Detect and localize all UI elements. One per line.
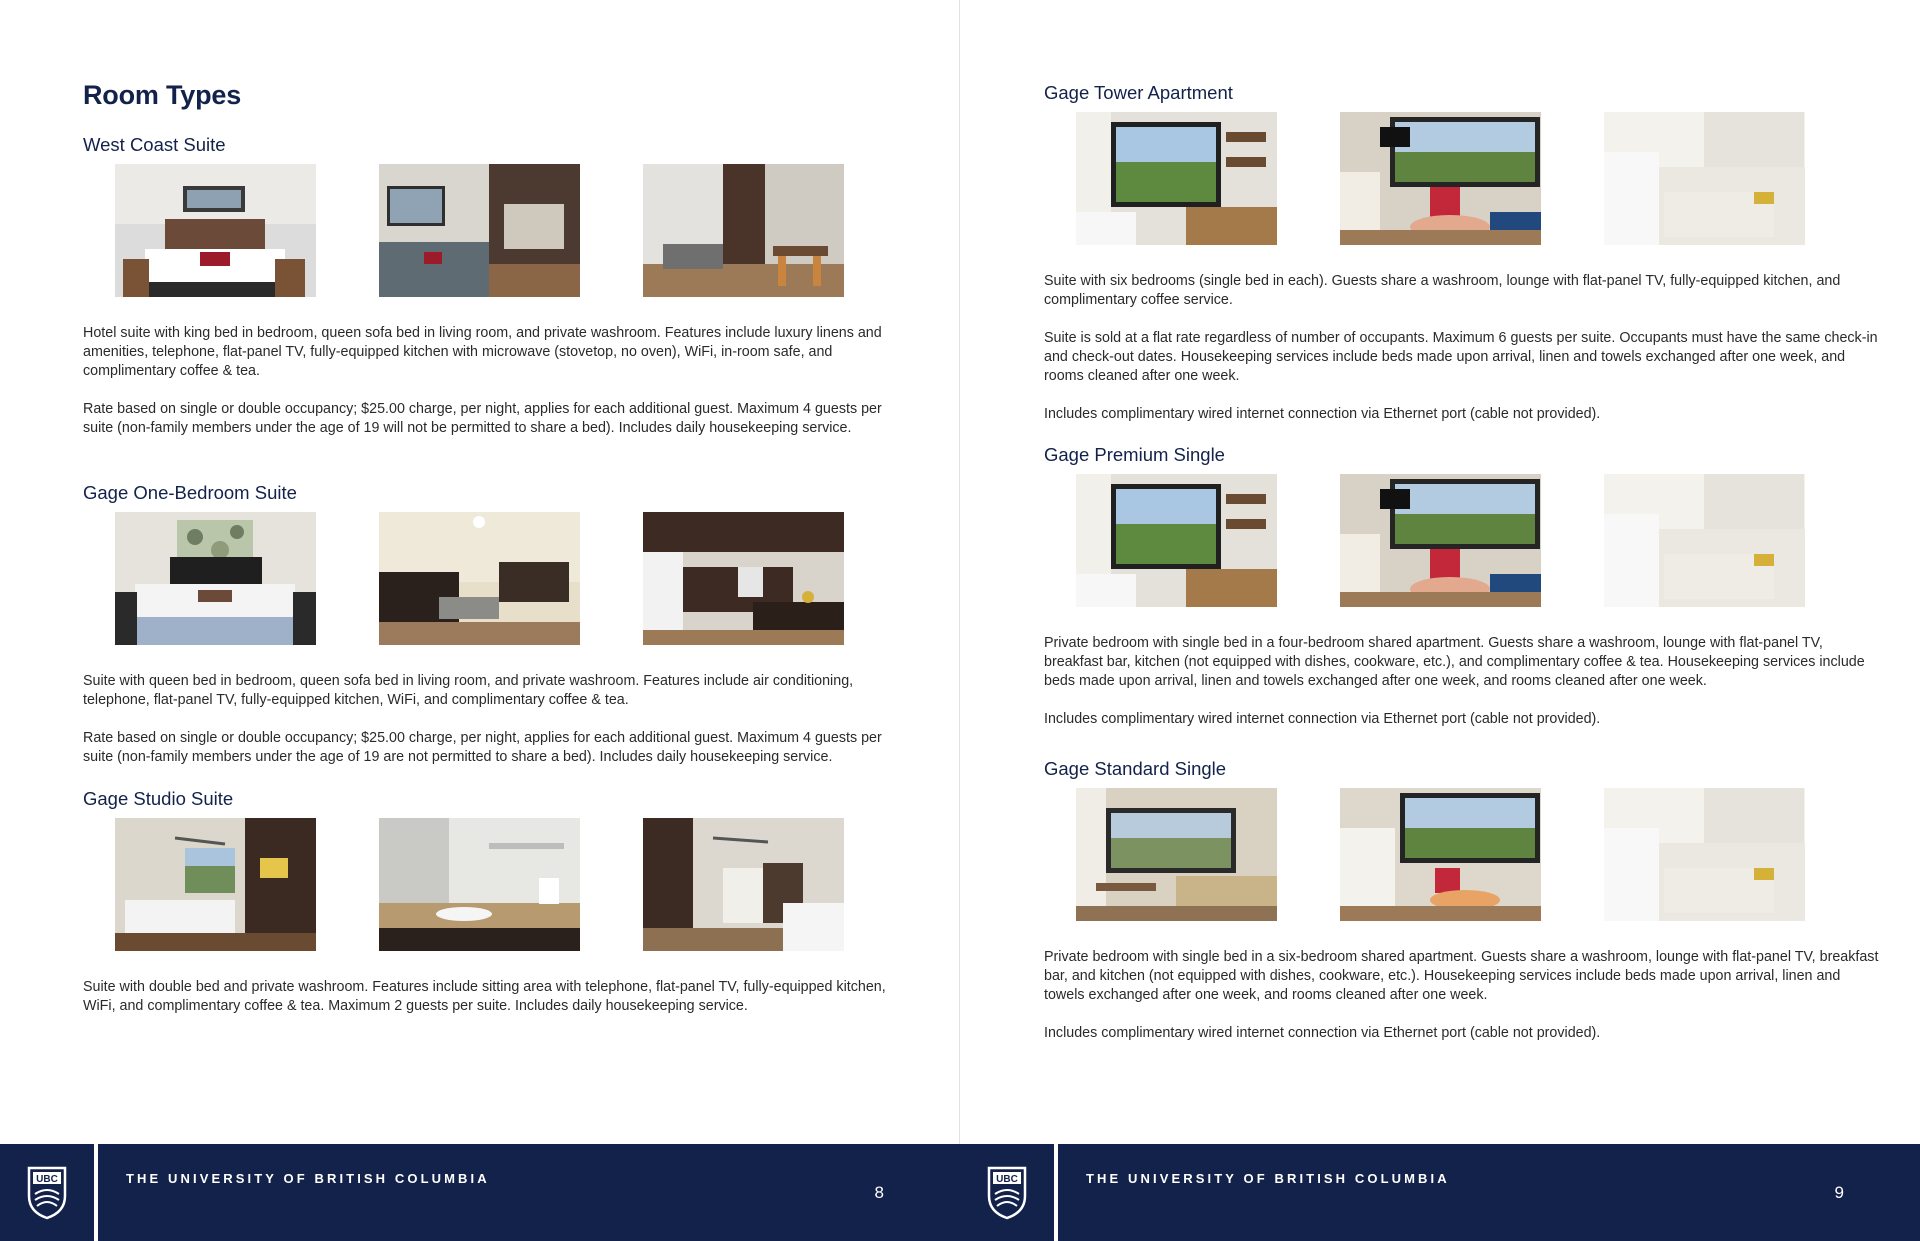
section-gage-tower-apartment: [1044, 82, 1884, 424]
photo-row: [115, 512, 900, 645]
room-photo-bedroom-view: [1076, 474, 1277, 607]
footer-divider: [1054, 1144, 1058, 1241]
section-description: Includes complimentary wired internet connection via Ethernet port (cable not provided).: [1044, 1025, 1601, 1041]
ubc-logo: [960, 1144, 1054, 1241]
room-photo-bedroom-view: [1076, 112, 1277, 245]
section-description: Includes complimentary wired internet connection via Ethernet port (cable not provided).: [1044, 711, 1601, 727]
photo-row: [1076, 788, 1884, 921]
room-photo-kitchen: [643, 512, 844, 645]
section-description: Suite with six bedrooms (single bed in each). Guests share a washroom, lounge with flat-panel TV, fully-equipped kitchen, and complimentary coffee service.: [1044, 273, 1841, 308]
section-gage-premium-single: [1044, 444, 1884, 729]
section-description: Private bedroom with single bed in a six-bedroom shared apartment. Guests share a washroom, lounge with flat-panel TV, breakfast bar, and kitchen (not equipped with dishes, cookware, etc.). Housekeeping services include beds made upon arrival, linen and towels exchanged after one week, and rooms cleaned after one week.: [1044, 949, 1879, 1003]
room-photo-lounge: [1340, 474, 1541, 607]
room-photo-dining-area: [643, 164, 844, 297]
section-title: West Coast Suite: [83, 134, 226, 155]
footer-divider: [94, 1144, 98, 1241]
section-description: Hotel suite with king bed in bedroom, queen sofa bed in living room, and private washroom. Features include luxury linens and amenities, telephone, flat-panel TV, fully-equipped kitchen with microwave (stovetop, no oven), WiFi, in-room safe, and complimentary coffee & tea.: [83, 325, 882, 379]
photo-row: [115, 164, 900, 297]
section-title: Gage Tower Apartment: [1044, 82, 1233, 103]
section-title: Gage Standard Single: [1044, 758, 1227, 779]
section-title: Gage One-Bedroom Suite: [83, 482, 297, 503]
section-description: Suite with double bed and private washroom. Features include sitting area with telephone, flat-panel TV, fully-equipped kitchen, WiFi, and complimentary coffee & tea. Maximum 2 guests per suite. Includes daily housekeeping service.: [83, 979, 886, 1014]
room-photo-bedroom: [115, 512, 316, 645]
room-photo-lounge: [1340, 788, 1541, 921]
svg-text:UBC: UBC: [996, 1173, 1018, 1185]
svg-text:UBC: UBC: [36, 1173, 58, 1185]
section-description: Private bedroom with single bed in a four-bedroom shared apartment. Guests share a washroom, lounge with flat-panel TV, breakfast bar, kitchen (not equipped with dishes, cookware, etc.), and complimentary coffee & tea. Housekeeping services include beds made upon arrival, linen and towels exchanged after one week, and rooms cleaned after one week.: [1044, 635, 1865, 689]
room-photo-kitchen: [1604, 474, 1805, 607]
section-title: Gage Premium Single: [1044, 444, 1225, 465]
page-number: 8: [874, 1183, 884, 1202]
room-photo-living-room: [379, 512, 580, 645]
room-photo-bedroom: [115, 818, 316, 951]
room-photo-kitchen: [1604, 112, 1805, 245]
room-photo-living-room: [379, 164, 580, 297]
section-west-coast-suite: [83, 134, 900, 438]
room-photo-washroom: [379, 818, 580, 951]
page-9: [960, 0, 1920, 1241]
page-footer: [0, 1144, 960, 1241]
section-gage-one-bedroom-suite: [83, 482, 900, 767]
page-footer: [960, 1144, 1920, 1241]
section-title: Gage Studio Suite: [83, 788, 234, 809]
page-heading: Room Types: [83, 80, 242, 110]
ubc-logo: [0, 1144, 94, 1241]
university-name: THE UNIVERSITY OF BRITISH COLUMBIA: [126, 1171, 490, 1186]
section-description: Suite with queen bed in bedroom, queen sofa bed in living room, and private washroom. Features include air conditioning, telephone, flat-panel TV, fully-equipped kitchen, WiFi, and complimentary coffee & tea.: [83, 673, 854, 708]
section-gage-standard-single: [1044, 758, 1884, 1043]
section-gage-studio-suite: [83, 788, 900, 1016]
section-description: Rate based on single or double occupancy; $25.00 charge, per night, applies for each additional guest. Maximum 4 guests per suite (non-family members under the age of 19 will not be permitted to share a bed). Includes daily housekeeping service.: [83, 401, 882, 436]
room-photo-kitchen: [1604, 788, 1805, 921]
room-photo-studio-overview: [643, 818, 844, 951]
room-photo-bedroom: [115, 164, 316, 297]
page-number: 9: [1834, 1183, 1844, 1202]
section-description: Suite is sold at a flat rate regardless of number of occupants. Maximum 6 guests per suite. Occupants must have the same check-in and check-out dates. Housekeeping services include beds made upon arrival, linen and towels exchanged after one week, and rooms cleaned after one week.: [1044, 330, 1878, 384]
section-description: Rate based on single or double occupancy; $25.00 charge, per night, applies for each additional guest. Maximum 4 guests per suite (non-family members under the age of 19 are not permitted to share a bed). Includes daily housekeeping service.: [83, 730, 882, 765]
photo-row: [115, 818, 900, 951]
university-name: THE UNIVERSITY OF BRITISH COLUMBIA: [1086, 1171, 1450, 1186]
photo-row: [1076, 474, 1884, 607]
room-photo-bedroom: [1076, 788, 1277, 921]
room-photo-lounge: [1340, 112, 1541, 245]
photo-row: [1076, 112, 1884, 245]
section-description: Includes complimentary wired internet connection via Ethernet port (cable not provided).: [1044, 406, 1601, 422]
